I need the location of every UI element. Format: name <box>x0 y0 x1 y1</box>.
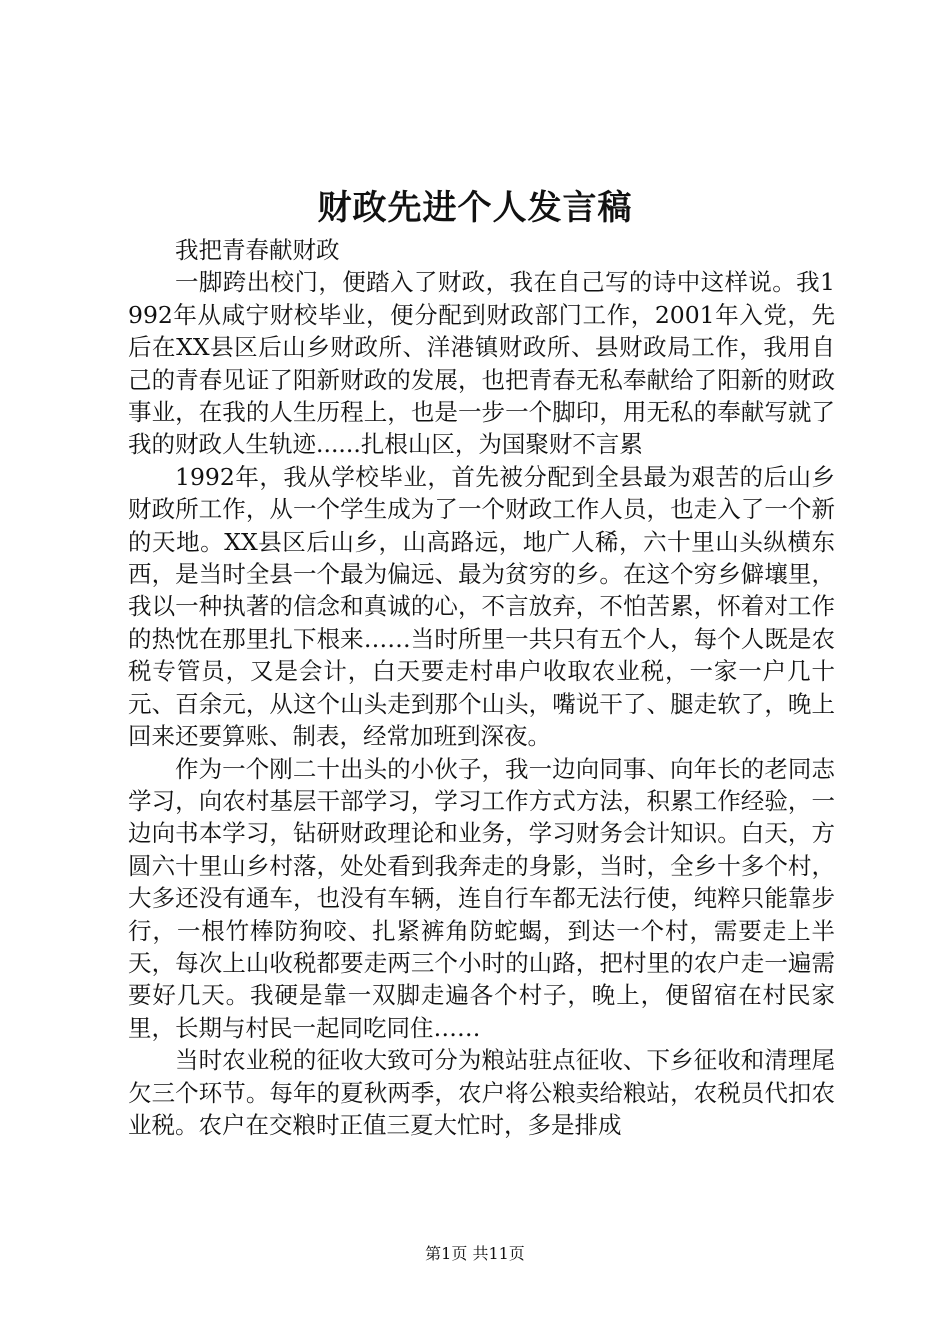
section-heading: 我把青春献财政 <box>175 236 340 264</box>
paragraph: 作为一个刚二十出头的小伙子，我一边向同事、向年长的老同志学习，向农村基层干部学习，学习工作方式方法，积累工作经验，一边向书本学习，钻研财政理论和业务，学习财务会计知识。白天，方圆六十里山乡村落，处处看到我奔走的身影，当时，全乡十多个村，大多还没有通车，也没有车辆，连自行车都无法行使，纯粹只能靠步行，一根竹棒防狗咬、扎紧裤角防蛇蝎，到达一个村，需要走上半天，每次上山收税都要走两三个小时的山路，把村里的农户走一遍需要好几天。我硬是靠一双脚走遍各个村子，晚上，便留宿在村民家里，长期与村民一起同吃同住…… <box>128 754 835 1042</box>
paragraph: 一脚跨出校门，便踏入了财政，我在自己写的诗中这样说。我1992年从咸宁财校毕业，便分配到财政部门工作，2001年入党，先后在XX县区后山乡财政所、洋港镇财政所、县财政局工作，我用自己的青春见证了阳新财政的发展，也把青春无私奉献给了阳新的财政事业，在我的人生历程上，也是一步一个脚印，用无私的奉献写就了我的财政人生轨迹......扎根山区，为国聚财不言累 <box>128 268 835 459</box>
paragraph: 当时农业税的征收大致可分为粮站驻点征收、下乡征收和清理尾欠三个环节。每年的夏秋两季，农户将公粮卖给粮站，农税员代扣农业税。农户在交粮时正值三夏大忙时，多是排成 <box>128 1046 835 1139</box>
document-title: 财政先进个人发言稿 <box>317 188 633 228</box>
paragraph: 1992年，我从学校毕业，首先被分配到全县最为艰苦的后山乡财政所工作，从一个学生成为了一个财政工作人员，也走入了一个新的天地。XX县区后山乡，山高路远，地广人稀，六十里山头纵横东西，是当时全县一个最为偏远、最为贫穷的乡。在这个穷乡僻壤里，我以一种执著的信念和真诚的心，不言放弃，不怕苦累，怀着对工作的热忱在那里扎下根来……当时所里一共只有五个人，每个人既是农税专管员，又是会计，白天要走村串户收取农业税，一家一户几十元、百余元，从这个山头走到那个山头，嘴说干了、腿走软了，晚上回来还要算账、制表，经常加班到深夜。 <box>128 462 835 751</box>
document-body <box>128 234 835 1141</box>
page-number-footer: 第1页 共11页 <box>425 1244 525 1263</box>
